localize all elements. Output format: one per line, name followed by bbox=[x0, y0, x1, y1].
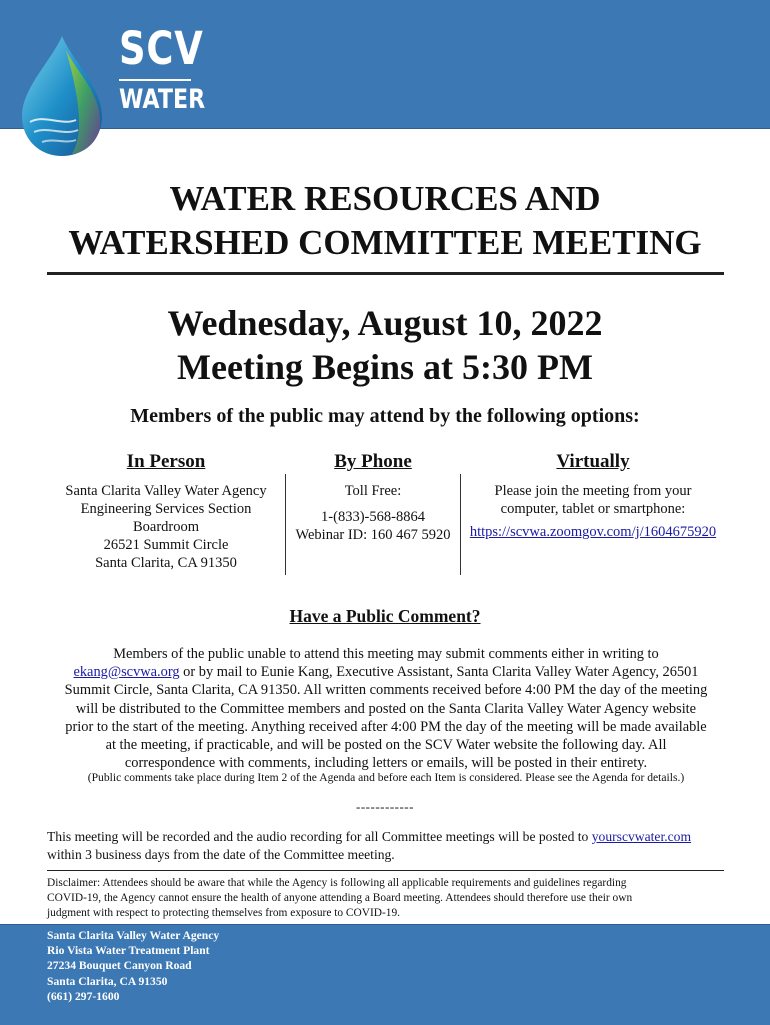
public-comment-heading: Have a Public Comment? bbox=[289, 606, 481, 626]
comment-line: Members of the public unable to attend this meeting may submit comments either in writing to bbox=[113, 646, 659, 662]
comment-line: correspondence with comments, including letters or emails, will be posted in their entirety. bbox=[124, 755, 648, 772]
in-person-line: 26521 Summit Circle bbox=[103, 537, 229, 553]
footer-street: 27234 Bouquet Canyon Road bbox=[47, 959, 192, 973]
virtually-instruction-line-2: computer, tablet or smartphone: bbox=[500, 501, 686, 517]
disclaimer-line: COVID-19, the Agency cannot ensure the health of anyone attending a Board meeting. Attendees should therefore use their own bbox=[47, 892, 633, 904]
comment-line: Summit Circle, Santa Clarita, CA 91350. All written comments received before 4:00 PM the day of the meeting bbox=[64, 682, 708, 699]
recording-text: This meeting will be recorded and the audio recording for all Committee meetings will be posted to bbox=[47, 829, 592, 844]
disclaimer bbox=[47, 876, 727, 921]
comment-line: or by mail to Eunie Kang, Executive Assistant, Santa Clarita Valley Water Agency, 26501 bbox=[179, 664, 699, 681]
header-band bbox=[0, 0, 770, 129]
meeting-date bbox=[0, 301, 770, 389]
disclaimer-line: judgment with respect to protecting themselves from exposure to COVID-19. bbox=[47, 907, 401, 919]
yourscvwater-link[interactable]: yourscvwater.com bbox=[591, 829, 692, 844]
footer-city: Santa Clarita, CA 91350 bbox=[47, 974, 168, 988]
brand-name-scv: SCV bbox=[119, 22, 204, 75]
phone-number: 1-(833)-568-8864 bbox=[321, 509, 425, 525]
column-divider bbox=[285, 474, 286, 575]
meeting-title-line-1: WATER RESOURCES AND bbox=[169, 179, 601, 218]
column-divider bbox=[460, 474, 461, 575]
comment-line: at the meeting, if practicable, and will be posted on the SCV Water website the following day. All bbox=[105, 737, 667, 754]
virtually-instruction-line-1: Please join the meeting from your bbox=[494, 483, 692, 499]
public-comment-note: (Public comments take place during Item 2 of the Agenda and before each Item is considered. Please see the Agenda for details.) bbox=[87, 771, 685, 784]
disclaimer-line: Disclaimer: Attendees should be aware that while the Agency is following all applicable requirements and guidelines regarding bbox=[47, 877, 627, 889]
toll-free-label: Toll Free: bbox=[344, 483, 402, 499]
by-phone-heading: By Phone bbox=[334, 451, 412, 472]
in-person-line: Engineering Services Section bbox=[80, 501, 252, 517]
by-phone-column bbox=[287, 450, 459, 544]
webinar-id: Webinar ID: 160 467 5920 bbox=[295, 527, 451, 543]
in-person-heading: In Person bbox=[126, 451, 206, 472]
public-comment-text bbox=[46, 645, 726, 772]
water-drop-logo-icon bbox=[14, 30, 110, 158]
title-divider bbox=[47, 272, 724, 275]
zoom-meeting-link[interactable]: https://scvwa.zoomgov.com/j/1604675920 bbox=[469, 524, 717, 540]
footer-plant-name: Rio Vista Water Treatment Plant bbox=[47, 944, 210, 958]
in-person-column bbox=[50, 450, 282, 572]
meeting-title bbox=[0, 177, 770, 265]
virtually-column bbox=[462, 450, 724, 541]
section-separator: ------------ bbox=[356, 799, 414, 814]
footer-agency-name: Santa Clarita Valley Water Agency bbox=[47, 929, 220, 942]
meeting-title-line-2: WATERSHED COMMITTEE MEETING bbox=[68, 223, 702, 262]
recording-notice bbox=[47, 828, 727, 864]
comment-line: prior to the start of the meeting. Anything received after 4:00 PM the day of the meeting will be made available bbox=[65, 718, 707, 735]
comment-line: will be distributed to the Committee members and posted on the Santa Clarita Valley Water Agency website bbox=[75, 700, 697, 717]
in-person-line: Santa Clarita Valley Water Agency bbox=[65, 483, 267, 499]
virtually-heading: Virtually bbox=[556, 451, 630, 472]
brand-divider bbox=[119, 79, 191, 81]
footer-address bbox=[47, 928, 219, 1004]
disclaimer-divider bbox=[47, 870, 724, 871]
in-person-line: Boardroom bbox=[132, 519, 200, 535]
brand-name-water: WATER bbox=[119, 84, 206, 115]
recording-text-line-2: within 3 business days from the date of the Committee meeting. bbox=[47, 847, 395, 862]
attendance-options-intro: Members of the public may attend by the following options: bbox=[130, 405, 640, 427]
comment-email-link[interactable]: ekang@scvwa.org bbox=[73, 664, 180, 681]
meeting-time-line: Meeting Begins at 5:30 PM bbox=[177, 347, 593, 387]
meeting-date-line: Wednesday, August 10, 2022 bbox=[167, 303, 603, 343]
in-person-line: Santa Clarita, CA 91350 bbox=[95, 555, 237, 571]
footer-phone: (661) 297-1600 bbox=[47, 989, 120, 1003]
